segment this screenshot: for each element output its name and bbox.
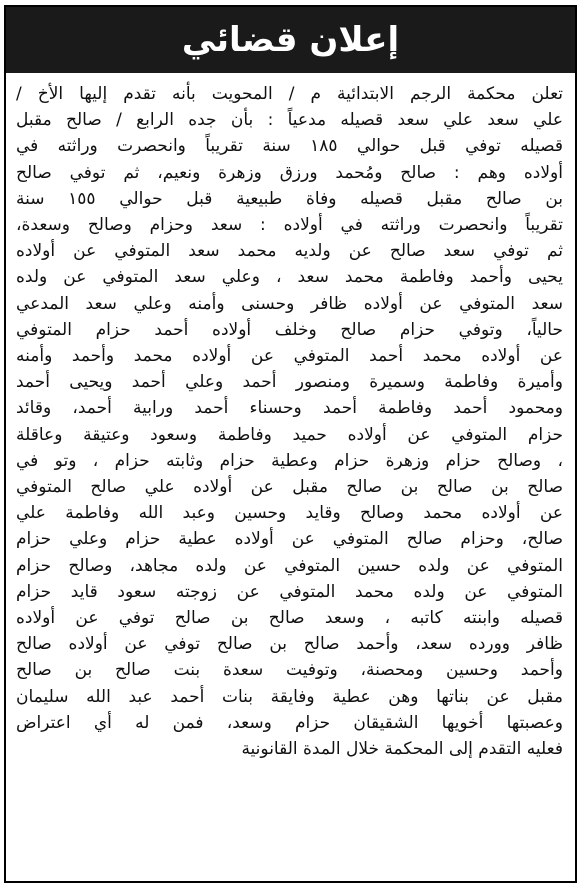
notice-line: علي سعد علي سعد قصيله مدعياً : بأن جده الرابع / صالح مقبل — [16, 110, 563, 131]
notice-body — [16, 81, 563, 762]
notice-line: أولاده وهم : صالح ومُحمد ورزق وزهرة ونعيم، ثم توفي صالح — [16, 162, 563, 183]
notice-header — [6, 7, 575, 73]
notice-line: ، وصالح حزام وزهرة حزام وعطية حزام وثابته حزام ، وتو في — [16, 450, 563, 471]
notice-line: المتوفي عن ولده حسين المتوفي عن ولده مجاهد، وصالح حزام — [16, 555, 563, 576]
notice-line: قصيله توفي قبل حوالي ١٨٥ سنة تقريباً وانحصرت وراثته في — [16, 136, 563, 157]
notice-line: ظافر وورده سعد، وأحمد صالح بن صالح توفي عن أولاده صالح — [16, 634, 563, 655]
notice-line: سعد المتوفي عن أولاده ظافر وحسنى وأمنه وعلي سعد المدعي — [16, 293, 563, 314]
notice-line: قصيله وابنته كاتبه ، وسعد صالح بن صالح توفي عن أولاده — [16, 608, 563, 629]
notice-frame — [4, 5, 577, 883]
notice-line: حزام المتوفي عن أولاده حميد وفاطمة وسعود وعتيقة وعاقلة — [16, 424, 563, 445]
notice-line: عن أولاده محمد أحمد المتوفي عن أولاده محمد وأحمد وأمنه — [16, 346, 563, 367]
notice-line: وعصبتها أخويها الشقيقان حزام وسعد، فمن له أي اعتراض — [16, 712, 563, 733]
notice-line: حالياً، وتوفي حزام صالح وخلف أولاده أحمد حزام المتوفي — [16, 319, 563, 340]
notice-line: عن أولاده محمد وصالح وقايد وحسين وعبد الله وفاطمة علي — [16, 503, 563, 524]
notice-line: تعلن محكمة الرجم الابتدائية م / المحويت بأنه تقدم إليها الأخ / — [16, 84, 563, 104]
notice-line: وأحمد وحسين ومحصنة، وتوفيت سعدة بنت صالح بن صالح — [16, 660, 563, 681]
notice-line: تقريباً وانحصرت وراثته في أولاده : سعد وحزام وصالح وسعدة، — [16, 215, 563, 236]
notice-line: وأميرة وفاطمة وسميرة ومنصور أحمد وعلي أحمد ويحيى أحمد — [16, 372, 563, 393]
notice-line: بن صالح مقبل قصيله وفاة طبيعية قبل حوالي ١٥٥ سنة — [16, 188, 563, 209]
notice-line: ثم توفي سعد صالح عن ولديه محمد سعد المتوفي عن أولاده — [16, 241, 563, 262]
notice-line: المتوفي عن ولده محمد المتوفي عن زوجته سعود قايد حزام — [16, 581, 563, 602]
notice-line: صالح، وحزام صالح المتوفي عن أولاده عطية حزام وعلي حزام — [16, 529, 563, 550]
notice-line: ومحمود أحمد وفاطمة أحمد وحسناء أحمد ورابية أحمد، وقائد — [16, 398, 563, 419]
notice-title: إعلان قضائي — [181, 20, 400, 60]
notice-line: مقبل عن بناتها وهن عطية وفايقة بنات أحمد عبد الله سليمان — [16, 686, 563, 707]
notice-line: صالح بن صالح بن صالح مقبل عن أولاده علي صالح المتوفي — [16, 477, 563, 498]
notice-line: يحيى وأحمد وفاطمة محمد سعد ، وعلي سعد المتوفي عن ولده — [16, 267, 563, 288]
notice-line: فعليه التقدم إلى المحكمة خلال المدة القانونية — [241, 739, 563, 760]
